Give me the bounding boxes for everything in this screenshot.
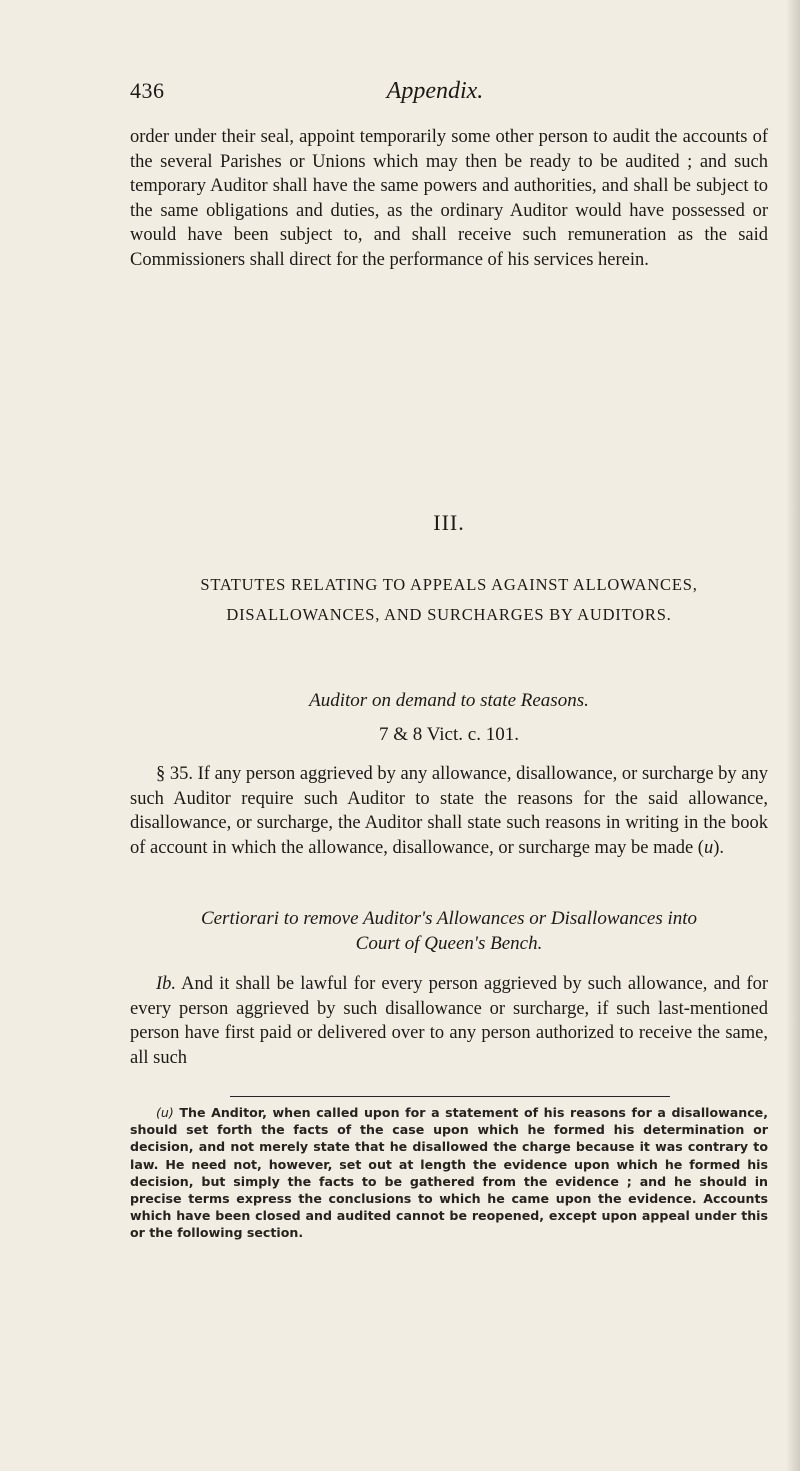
page-number: 436 <box>130 78 165 103</box>
statute-reference: 7 & 8 Vict. c. 101. <box>379 724 519 745</box>
section-35-close: ). <box>713 837 725 858</box>
certiorari-heading-line-1: Certiorari to remove Auditor's Allowances or Disallowances into <box>200 908 698 929</box>
certiorari-body: And it shall be lawful for every person aggrieved by such allowance, and for every person aggrieved by such disallowance or surcharge, if such last-mentioned person have first paid or delivered over to any person authorized to receive the same, all such <box>130 974 768 1068</box>
marginal-subheading-reasons: Auditor on demand to state Reasons. <box>309 690 589 711</box>
running-title: Appendix. <box>386 78 484 104</box>
section-numeral: III. <box>433 510 465 535</box>
ibid-lead: Ib. <box>156 974 177 994</box>
marginal-subheading-certiorari <box>130 906 768 956</box>
footnote-marker: (u) <box>156 1105 174 1120</box>
footnote <box>130 1104 768 1242</box>
footnote-text <box>130 1104 768 1242</box>
section-heading: STATUTES RELATING TO APPEALS AGAINST ALLOWANCES, DISALLOWANCES, AND SURCHARGES BY AUDITORS. <box>200 575 698 624</box>
page-edge-shadow <box>786 0 800 1471</box>
footnote-reference: u <box>703 837 714 858</box>
section-35-paragraph <box>130 762 768 860</box>
running-head <box>130 78 740 118</box>
footnote-divider <box>230 1096 670 1097</box>
certiorari-text <box>130 972 768 1070</box>
paragraph-continuation: order under their seal, appoint temporarily some other person to audit the accounts of the several Parishes or Unions which may then be ready to be audited ; and such temporary Auditor shall have the same powers and authorities, and shall be subject to the same obligations and duties, as the ordinary Auditor would have possessed or would have been subject to, and shall receive such remuneration as the said Commissioners shall direct for the performance of his services herein. <box>130 127 768 270</box>
footnote-body: The Anditor, when called upon for a statement of his reasons for a disallowance, should set forth the facts of the case upon which he formed his determination or decision, and not merely state that he disallowed the charge because it was contrary to law. He need not, however, set out at length the evidence upon which he formed his decision, but simply the facts to be gathered from the evidence ; and he should in precise terms express the conclusions to which he came upon the evidence. Accounts which have been closed and audited cannot be reopened, except upon appeal under this or the following section. <box>130 1105 768 1241</box>
certiorari-paragraph <box>130 972 768 1070</box>
certiorari-heading-line-2: Court of Queen's Bench. <box>355 933 543 954</box>
section-35-body: § 35. If any person aggrieved by any allowance, disallowance, or surcharge by any such Auditor require such Auditor to state the reasons for the said allowance, disallowance, or surcharge, the Auditor shall state such reasons in writing in the book of account in which the allowance, disallowance, or surcharge may be made ( <box>130 764 768 858</box>
section-35-text <box>130 762 768 860</box>
